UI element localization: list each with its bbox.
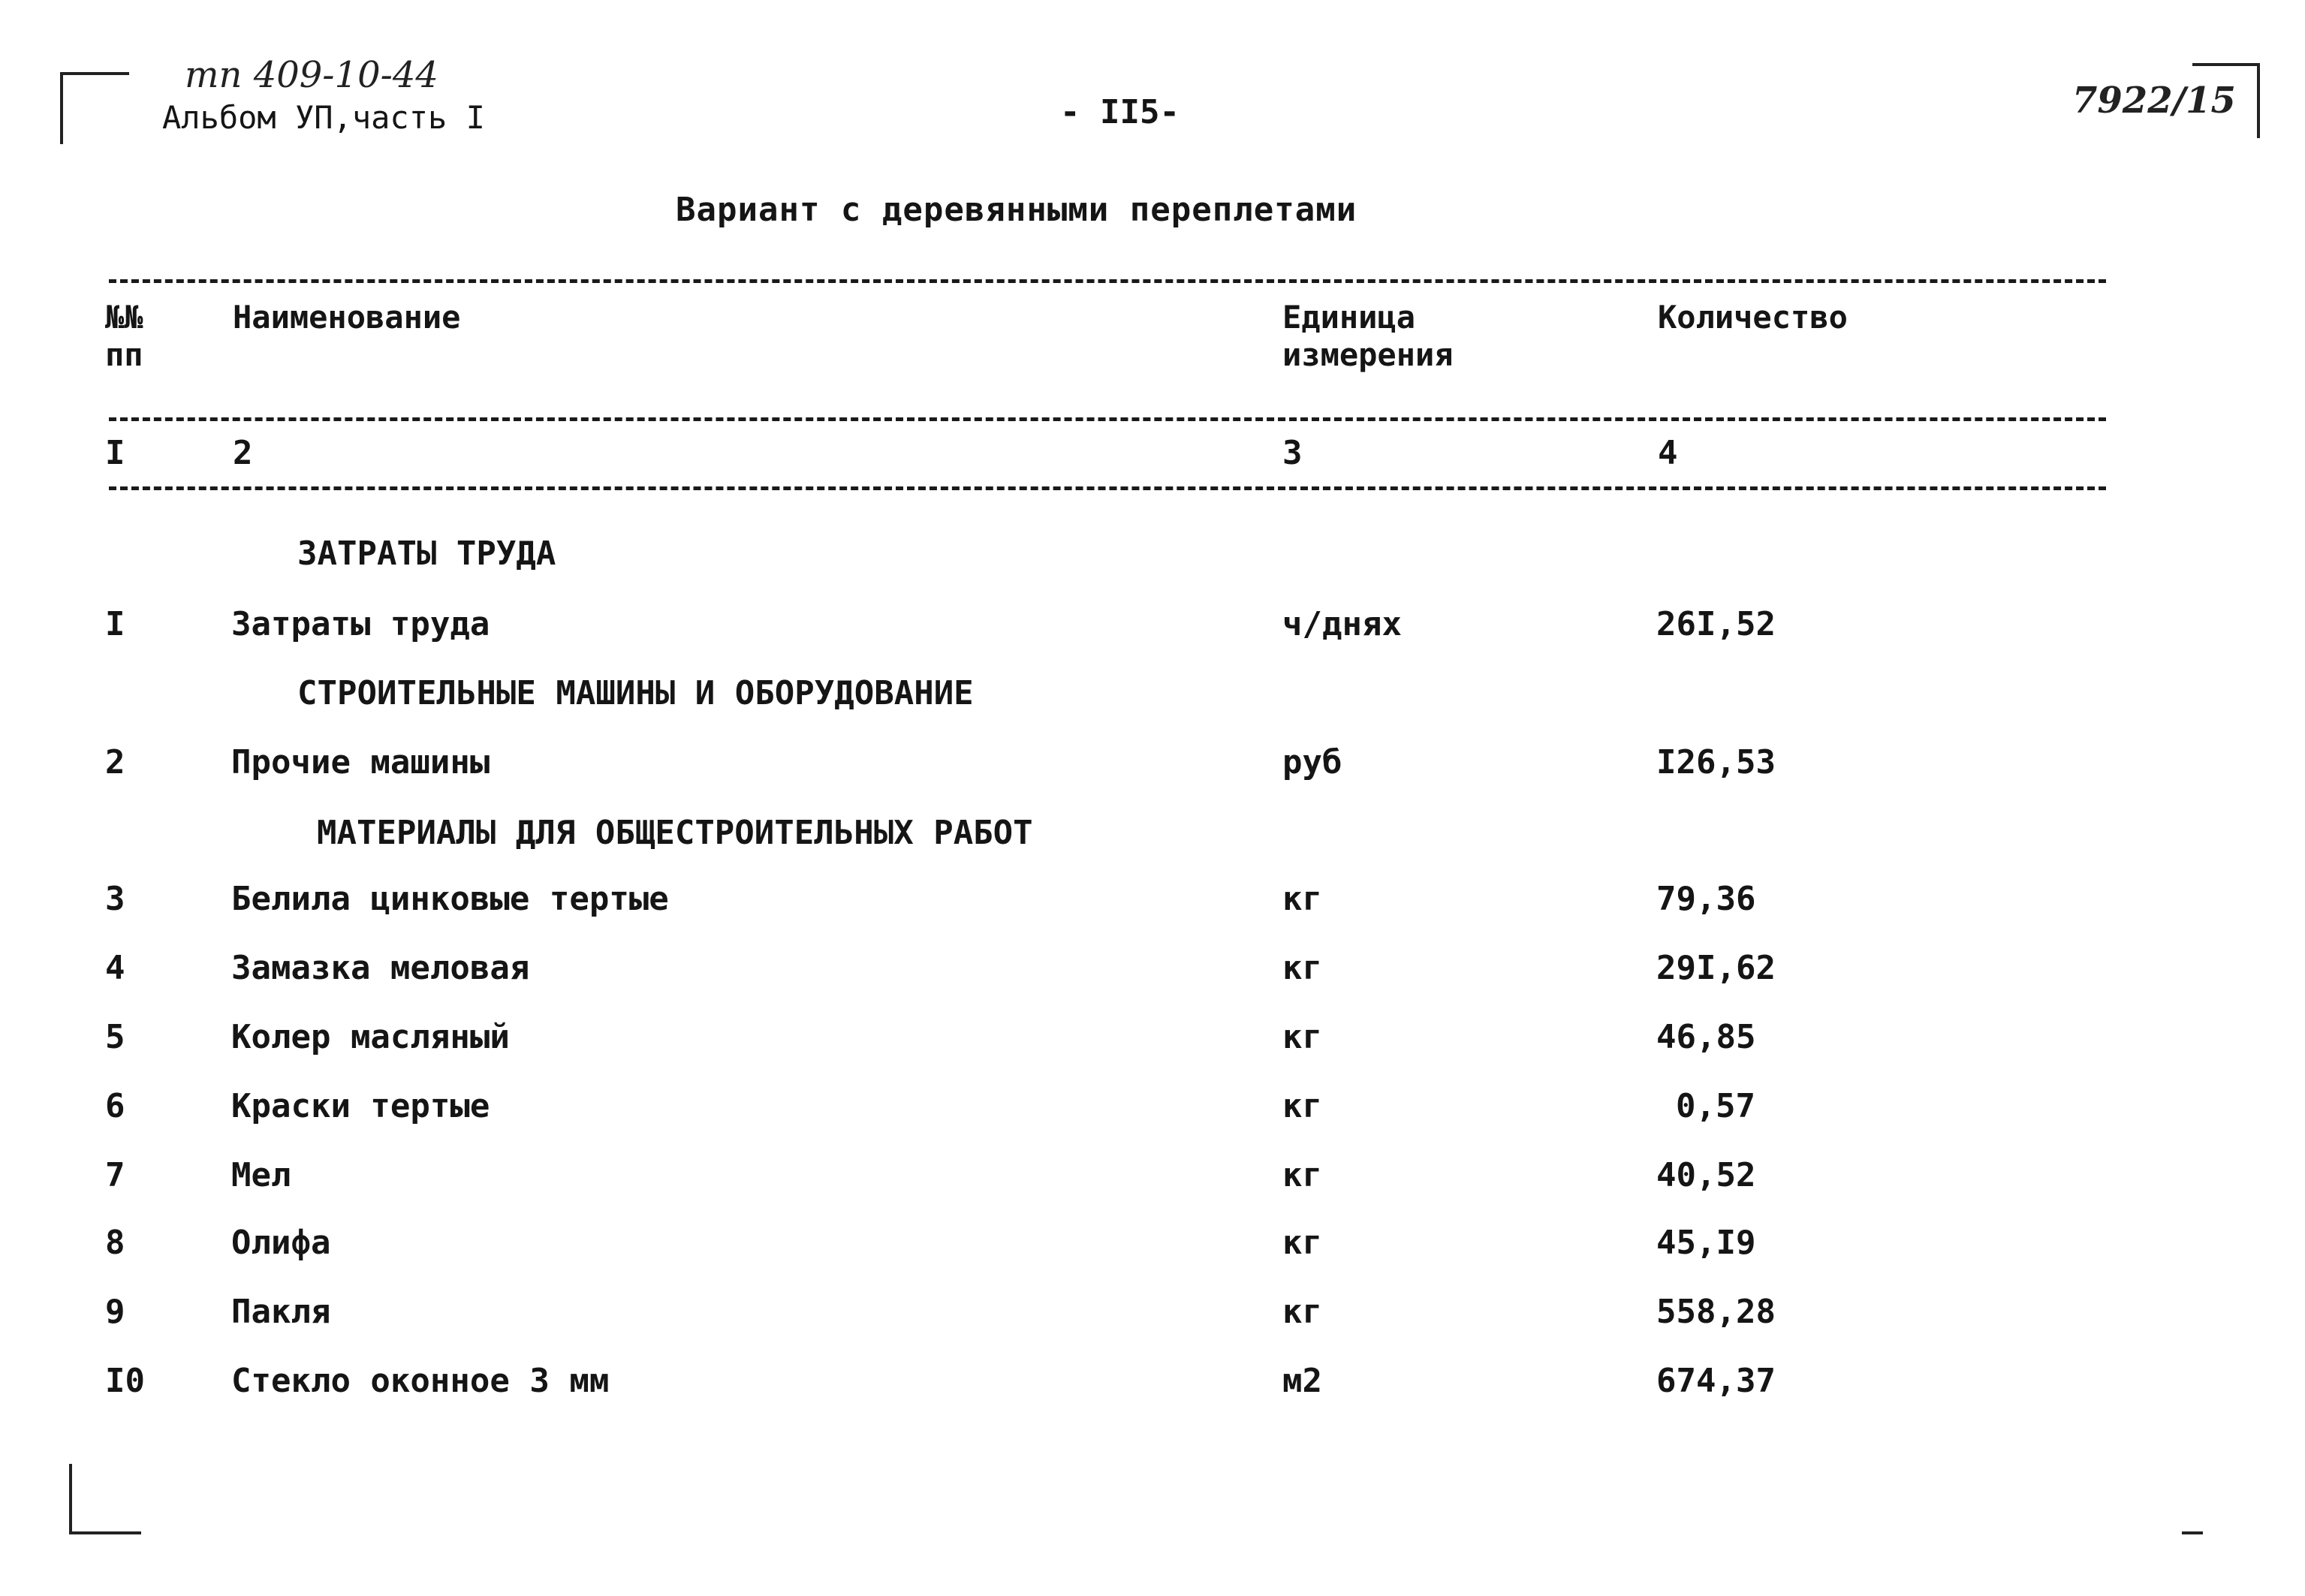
row-quantity: 45,I9 (1656, 1224, 1756, 1262)
row-quantity: 558,28 (1656, 1293, 1776, 1331)
row-number: 8 (105, 1224, 125, 1262)
section-title-labor: ЗАТРАТЫ ТРУДА (297, 535, 556, 573)
row-unit: м2 (1282, 1362, 1322, 1400)
table-rule-top (109, 279, 2106, 283)
column-header-number-line1: №№ (105, 299, 143, 336)
row-unit: кг (1282, 880, 1322, 918)
row-quantity: 79,36 (1656, 880, 1756, 918)
column-header-unit (1282, 299, 1454, 374)
row-name: Мел (231, 1156, 291, 1194)
column-header-unit-line2: измерения (1282, 336, 1454, 373)
row-number: 9 (105, 1293, 125, 1331)
column-header-name: Наименование (233, 299, 461, 336)
row-unit: кг (1282, 1018, 1322, 1056)
handwritten-project-code: тп 409-10-44 (185, 54, 438, 96)
row-unit: кг (1282, 1224, 1322, 1262)
row-name: Олифа (231, 1224, 331, 1262)
column-number-3: 3 (1282, 434, 1303, 472)
row-number: 6 (105, 1087, 125, 1125)
row-name: Колер масляный (231, 1018, 510, 1056)
row-unit: кг (1282, 1293, 1322, 1331)
row-name: Белила цинковые тертые (231, 880, 669, 918)
table-rule-numbers (109, 486, 2106, 490)
row-quantity: I26,53 (1656, 743, 1776, 781)
row-name: Стекло оконное 3 мм (231, 1362, 610, 1400)
document-title: Вариант с деревянными переплетами (676, 191, 1357, 229)
row-unit: кг (1282, 1087, 1322, 1125)
row-number: 7 (105, 1156, 125, 1194)
row-number: 2 (105, 743, 125, 781)
row-unit: ч/днях (1282, 605, 1402, 643)
section-title-materials: МАТЕРИАЛЫ ДЛЯ ОБЩЕСТРОИТЕЛЬНЫХ РАБОТ (317, 814, 1033, 852)
corner-mark-top-left-vertical (60, 72, 63, 144)
column-header-quantity: Количество (1658, 299, 1848, 336)
page-number: - II5- (1060, 93, 1180, 131)
row-name: Затраты труда (231, 605, 490, 643)
row-unit: кг (1282, 949, 1322, 987)
row-quantity: 40,52 (1656, 1156, 1756, 1194)
album-label: Альбом УП,часть I (162, 99, 485, 136)
row-quantity: 0,57 (1676, 1087, 1755, 1125)
column-header-unit-line1: Единица (1282, 299, 1416, 336)
table-rule-header (109, 417, 2106, 421)
row-number: I (105, 605, 125, 643)
row-unit: кг (1282, 1156, 1322, 1194)
row-unit: руб (1282, 743, 1342, 781)
row-quantity: 29I,62 (1656, 949, 1776, 987)
row-number: 5 (105, 1018, 125, 1056)
handwritten-reference: 7922/15 (2072, 80, 2236, 122)
row-number: I0 (105, 1362, 145, 1400)
row-quantity: 26I,52 (1656, 605, 1776, 643)
row-name: Прочие машины (231, 743, 490, 781)
row-name: Пакля (231, 1293, 331, 1331)
corner-mark-top-right (2192, 63, 2260, 66)
row-name: Краски тертые (231, 1087, 490, 1125)
row-name: Замазка меловая (231, 949, 530, 987)
column-number-2: 2 (233, 434, 253, 472)
corner-mark-bottom-left (69, 1531, 141, 1534)
column-number-4: 4 (1658, 434, 1678, 472)
corner-mark-bottom-right (2182, 1531, 2203, 1534)
row-quantity: 46,85 (1656, 1018, 1756, 1056)
row-number: 4 (105, 949, 125, 987)
column-number-1: I (105, 434, 125, 472)
section-title-machines: СТРОИТЕЛЬНЫЕ МАШИНЫ И ОБОРУДОВАНИЕ (297, 674, 974, 712)
corner-mark-top-left (60, 72, 129, 75)
row-quantity: 674,37 (1656, 1362, 1776, 1400)
row-number: 3 (105, 880, 125, 918)
column-header-number-line2: пп (105, 336, 143, 373)
column-header-number (105, 299, 143, 374)
corner-mark-top-right-vertical (2257, 63, 2260, 138)
corner-mark-bottom-left-vertical (69, 1464, 72, 1533)
